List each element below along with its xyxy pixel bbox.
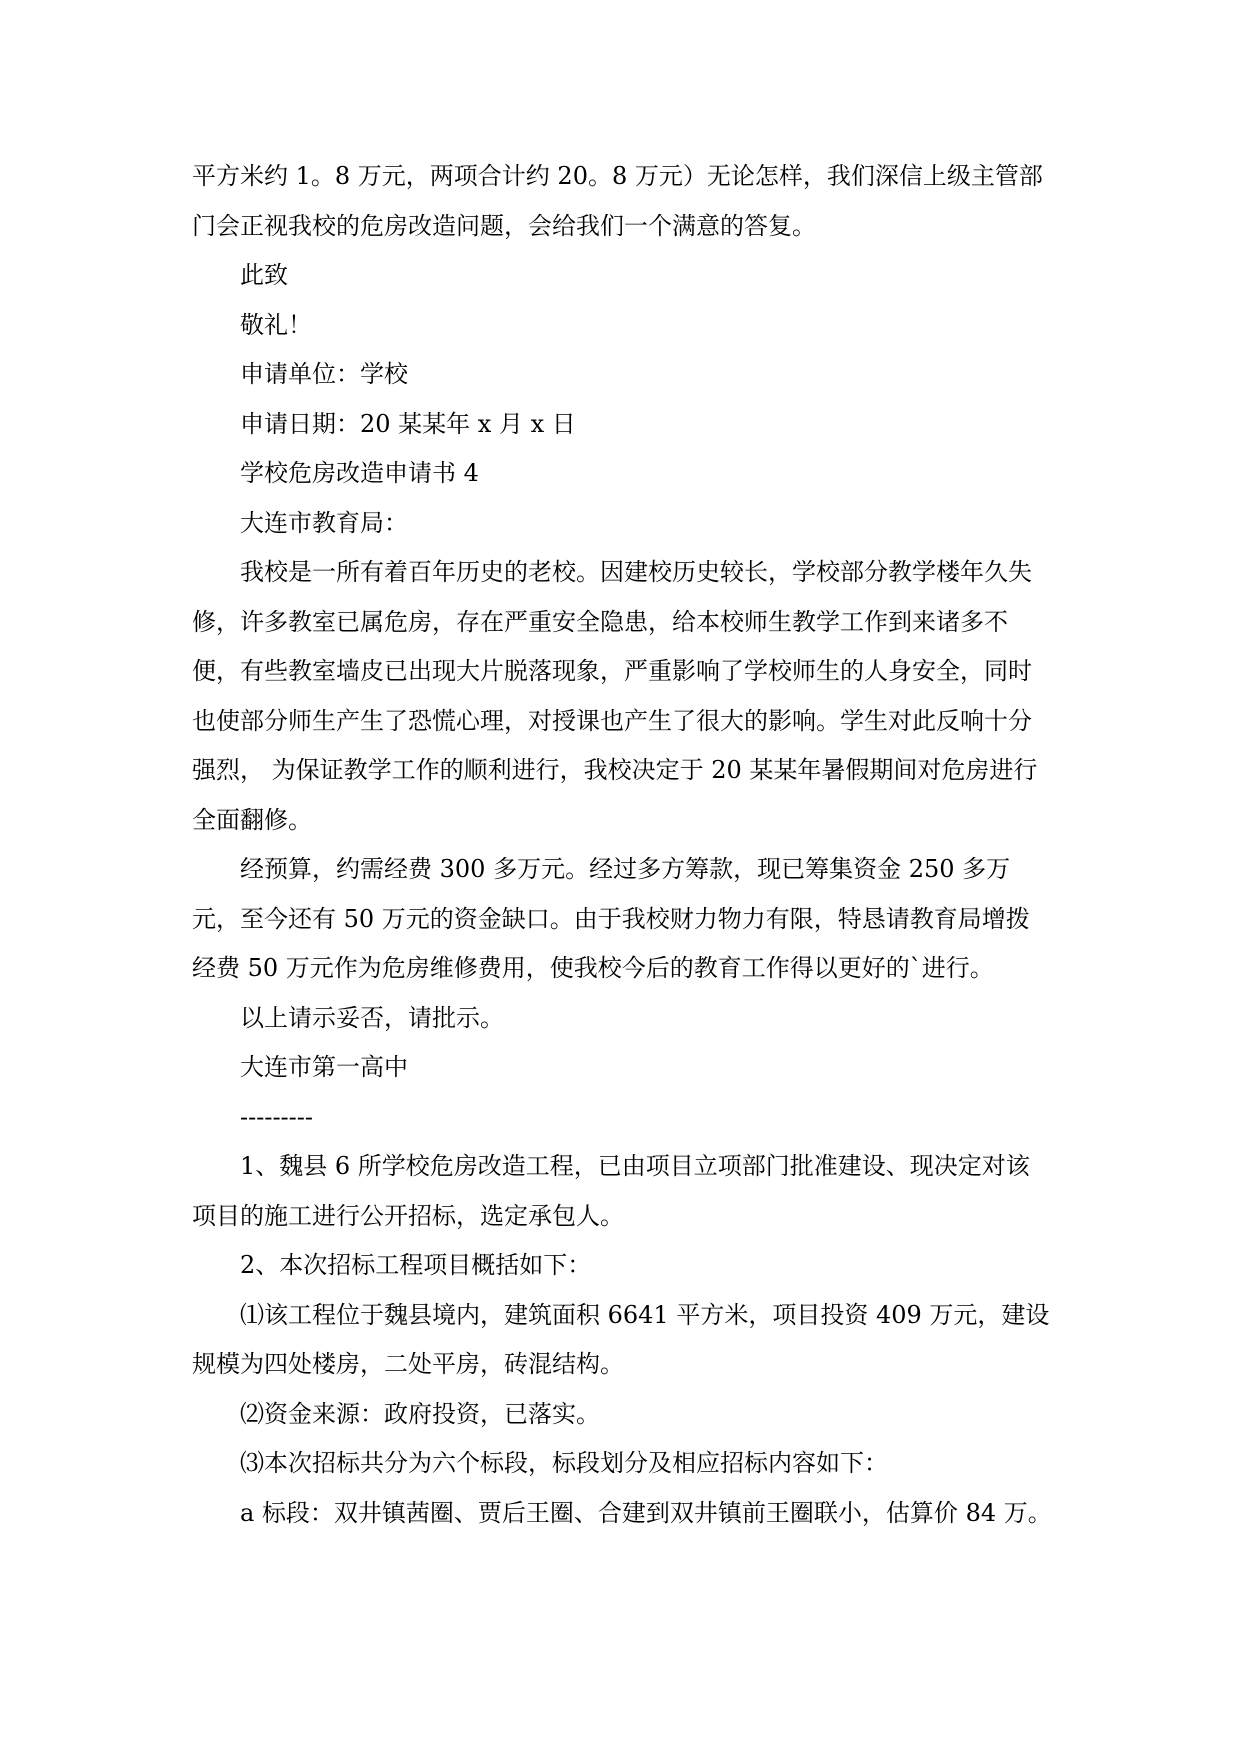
separator-dashes: ---------	[240, 1102, 313, 1131]
applicant-unit: 申请单位：学校	[240, 360, 408, 388]
section-title-4: 学校危房改造申请书 4	[240, 459, 479, 487]
item-2: 2、本次招标工程项目概括如下：	[240, 1251, 592, 1279]
paragraph-budget: 经预算，约需经费 300 多万元。经过多方筹款，现已筹集资金 250 多万元，至今还有 50 万元的资金缺口。由于我校财力物力有限，特恳请教育局增拨经费 50 万元作为危房维修费用，使我校今后的教育工作得以更好的`进行。	[192, 855, 1030, 982]
application-date: 申请日期：20 某某年 x 月 x 日	[240, 409, 576, 438]
item-1: 1、魏县 6 所学校危房改造工程，已由项目立项部门批准建设、现决定对该项目的施工进行公开招标，选定承包人。	[192, 1152, 1030, 1230]
signature-school: 大连市第一高中	[240, 1053, 408, 1081]
salutation-cizhi: 此致	[240, 261, 288, 289]
addressee: 大连市教育局：	[240, 508, 408, 537]
request-line: 以上请示妥否，请批示。	[240, 1003, 504, 1032]
paragraph-school-situation: 我校是一所有着百年历史的老校。因建校历史较长，学校部分教学楼年久失修，许多教室已属危房，存在严重安全隐患，给本校师生教学工作到来诸多不便，有些教室墙皮已出现大片脱落现象，严重影响了学校师生的人身安全，同时也使部分师生产生了恐慌心理，对授课也产生了很大的影响。学生对此反响十分强烈， 为保证教学工作的顺利进行，我校决定于 20 某某年暑假期间对危房进行全面翻修。	[192, 558, 1038, 834]
item-2-2: ⑵资金来源：政府投资，已落实。	[240, 1399, 600, 1428]
item-2-1: ⑴该工程位于魏县境内，建筑面积 6641 平方米，项目投资 409 万元，建设规模为四处楼房，二处平房，砖混结构。	[192, 1300, 1050, 1378]
section-a: a 标段：双井镇茜圈、贾后王圈、合建到双井镇前王圈联小，估算价 84 万。	[240, 1498, 1052, 1527]
paragraph-closing-cost: 平方米约 1。8 万元，两项合计约 20。8 万元）无论怎样，我们深信上级主管部门会正视我校的危房改造问题，会给我们一个满意的答复。	[192, 162, 1043, 240]
document-body	[192, 152, 1052, 1538]
salutation-jingli: 敬礼！	[240, 310, 312, 339]
item-2-3: ⑶本次招标共分为六个标段，标段划分及相应招标内容如下：	[240, 1449, 888, 1477]
